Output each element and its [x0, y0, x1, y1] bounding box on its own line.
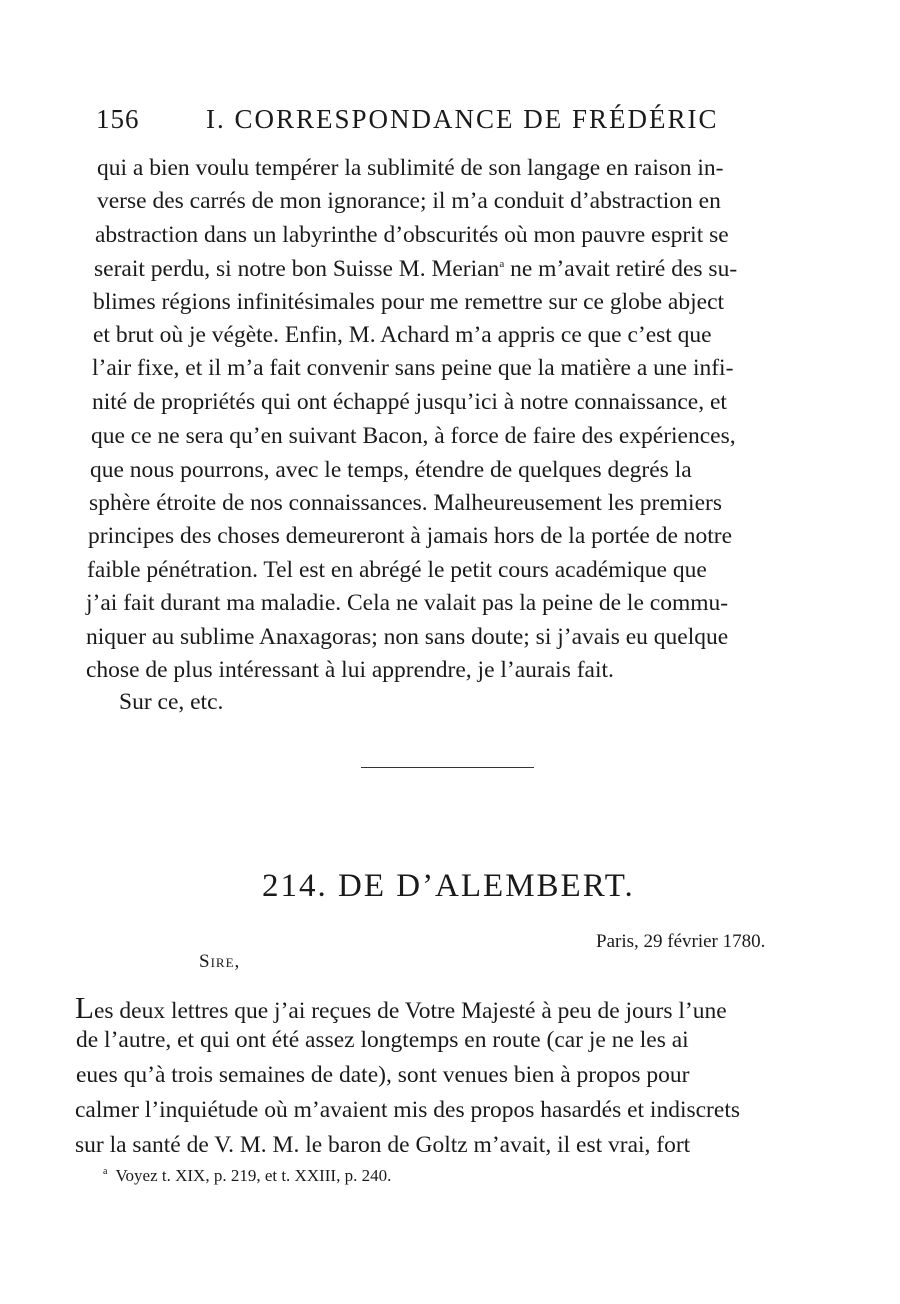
drop-cap: L	[75, 990, 94, 1025]
footnote-marker: a	[499, 258, 505, 271]
text-line: abstraction dans un labyrinthe d’obscurités où mon pauvre esprit se	[95, 222, 729, 248]
text-line: que ce ne sera qu’en suivant Bacon, à force de faire des expériences,	[91, 423, 736, 449]
text-line: faible pénétration. Tel est en abrégé le petit cours académique que	[87, 557, 707, 583]
text-line: nité de propriétés qui ont échappé jusqu’ici à notre connaissance, et	[92, 389, 727, 415]
text-line: blimes régions infinitésimales pour me remettre sur ce globe abject	[93, 289, 725, 315]
text-line: et brut où je végète. Enfin, M. Achard m’a appris ce que c’est que	[93, 322, 712, 348]
page-number: 156	[96, 104, 140, 134]
footnote-text: Voyez t. XIX, p. 219, et t. XXIII, p. 240.	[115, 1166, 392, 1185]
text-line: de l’autre, et qui ont été assez longtemps en route (car je ne les ai	[76, 1027, 689, 1053]
text-line: j’ai fait durant ma maladie. Cela ne valait pas la peine de le commu-	[86, 590, 729, 616]
text-segment: es deux lettres que j’ai reçues de Votre Majesté à peu de jours l’une	[93, 998, 727, 1024]
text-line: que nous pourrons, avec le temps, étendre de quelques degrés la	[90, 457, 692, 483]
text-segment: serait perdu, si notre bon Suisse M. Merian	[94, 256, 500, 282]
text-line: chose de plus intéressant à lui apprendre, je l’aurais fait.	[86, 657, 614, 683]
letter-title: 214. DE D’ALEMBERT.	[262, 868, 635, 904]
text-line: niquer au sublime Anaxagoras; non sans doute; si j’avais eu quelque	[86, 624, 729, 650]
text-segment: ne m’avait retiré des su-	[510, 256, 738, 282]
text-line: qui a bien voulu tempérer la sublimité de son langage en raison in-	[97, 155, 724, 181]
footnote	[103, 1166, 391, 1186]
running-title: I. CORRESPONDANCE DE FRÉDÉRIC	[206, 104, 719, 134]
footnote-marker: a	[103, 1166, 108, 1178]
text-line: l’air fixe, et il m’a fait convenir sans peine que la matière a une infi-	[92, 355, 734, 381]
text-line: verse des carrés de mon ignorance; il m’a conduit d’abstraction en	[97, 188, 721, 214]
closing-line: Sur ce, etc.	[119, 689, 224, 715]
text-line: sur la santé de V. M. M. le baron de Goltz m’avait, il est vrai, fort	[75, 1132, 691, 1158]
salutation: Sire,	[199, 951, 241, 972]
text-line	[94, 256, 737, 283]
text-line: sphère étroite de nos connaissances. Malheureusement les premiers	[89, 490, 722, 516]
section-divider	[361, 767, 534, 768]
text-line: principes des choses demeureront à jamais hors de la portée de notre	[88, 523, 733, 549]
letter-place-date: Paris, 29 février 1780.	[596, 931, 766, 952]
text-line: eues qu’à trois semaines de date), sont venues bien à propos pour	[76, 1062, 690, 1088]
text-line	[75, 990, 727, 1026]
text-line: calmer l’inquiétude où m’avaient mis des propos hasardés et indiscrets	[75, 1097, 740, 1123]
